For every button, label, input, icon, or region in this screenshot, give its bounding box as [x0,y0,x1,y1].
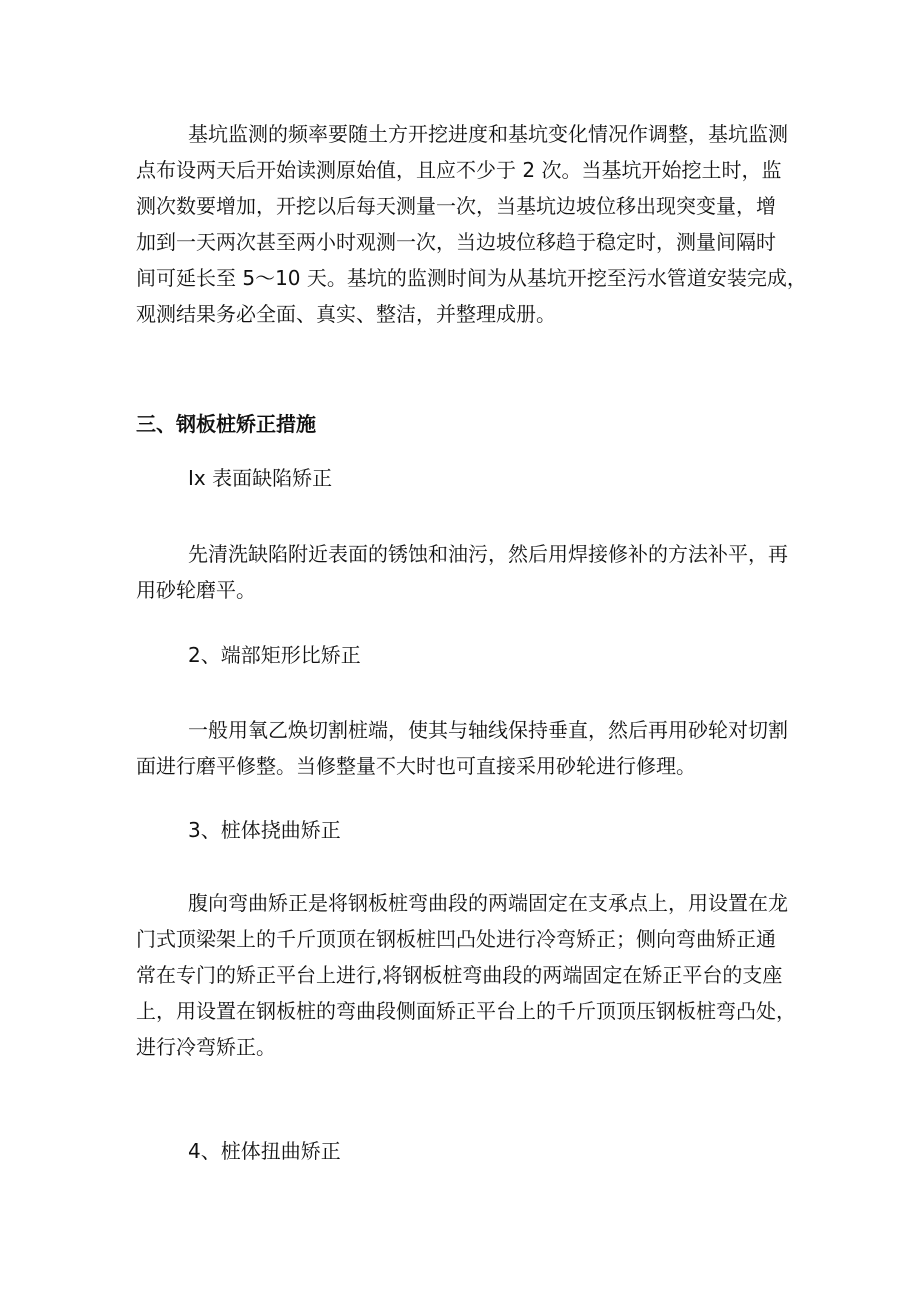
subheading-end-rectangularity: 2、端部矩形比矫正 [188,643,361,667]
text-line: 观测结果务必全面、真实、整洁，并整理成册。 [136,302,556,326]
text-line: 常在专门的矫正平台上进行,将钢板桩弯曲段的两端固定在矫正平台的支座 [136,963,783,987]
text-line: 间可延长至 5～10 天。基坑的监测时间为从基坑开挖至污水管道安装完成， [136,266,807,290]
subheading-pile-twist: 4、桩体扭曲矫正 [188,1139,341,1163]
subheading-pile-bending: 3、桩体挠曲矫正 [188,818,341,842]
text-line: 一般用氧乙焕切割桩端，使其与轴线保持垂直，然后再用砂轮对切割 [188,718,788,742]
text-line: 加到一天两次甚至两小时观测一次，当边坡位移趋于稳定时，测量间隔时 [136,230,776,254]
paragraph-monitoring-frequency [136,116,807,332]
text-line: 腹向弯曲矫正是将钢板桩弯曲段的两端固定在支承点上，用设置在龙 [188,891,788,915]
paragraph-surface-defect [136,536,786,608]
section-heading: 三、钢板桩矫正措施 [136,412,316,436]
subheading-surface-defect: Ix 表面缺陷矫正 [188,466,333,490]
paragraph-end-rectangularity [136,712,786,784]
text-line: 先清洗缺陷附近表面的锈蚀和油污，然后用焊接修补的方法补平，再 [188,542,788,566]
paragraph-pile-bending [136,885,796,1065]
text-line: 进行冷弯矫正。 [136,1035,276,1059]
text-line: 点布设两天后开始读测原始值，且应不少于 2 次。当基坑开始挖土时，监 [136,158,782,182]
text-line: 上，用设置在钢板桩的弯曲段侧面矫正平台上的千斤顶顶压钢板桩弯凸处， [136,999,796,1023]
text-line: 面进行磨平修整。当修整量不大时也可直接采用砂轮进行修理。 [136,754,696,778]
text-line: 基坑监测的频率要随土方开挖进度和基坑变化情况作调整，基坑监测 [188,122,788,146]
text-line: 测次数要增加，开挖以后每天测量一次，当基坑边坡位移出现突变量，增 [136,194,776,218]
text-line: 门式顶梁架上的千斤顶顶在钢板桩凹凸处进行冷弯矫正；侧向弯曲矫正通 [136,927,776,951]
text-line: 用砂轮磨平。 [136,578,256,602]
